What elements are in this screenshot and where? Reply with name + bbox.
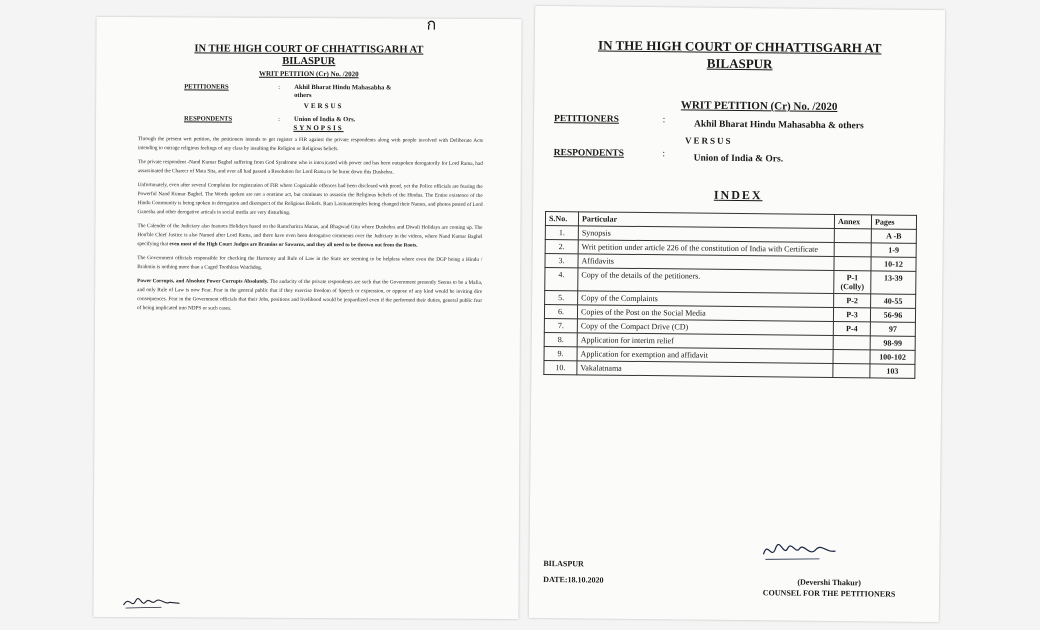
row-annex: P-1 (Colly) [834,271,871,294]
petitioners-label: PETITIONERS [184,83,229,91]
row-sno: 9. [544,346,577,360]
synopsis-paragraph-6b: The audacity of the private respondents are such that the Government presently Seems to be a Mafia, and only Rule of Law is now Fear. Fear in the general public that if they exercise freedom of Speech or expression, or oppose of any kind would be inviting dire consequences. Fear in the Government officials that their Jobs, positions and livelihood would be jeopardized even if the performed their duties, general public fear of being implicated into NDPS or such cases. [137,278,483,312]
writ-petition-number: WRIT PETITION (Cr) No. /2020 [680,99,838,114]
petitioners-name: Akhil Bharat Hindu Mahasabha & others [294,83,392,100]
synopsis-paragraph-1: Through the present writ petition, the petitioners intends to get register a FIR against the private respondents along with people involved with Deliberate Acts intending to outrage religious feelings of any class by insulting the Religion or Religious beliefs. [137,136,483,153]
petitioners-colon: : [278,83,281,91]
row-particular: Vakalatnama [577,361,833,378]
respondents-name: Union of India & Ors. [294,115,356,124]
respondents-name: Union of India & Ors. [693,153,784,165]
row-particular: Copy of the details of the petitioners. [578,268,834,294]
row-pages: A -B [871,229,916,243]
row-annex [834,243,871,257]
handwritten-mark: ก [426,14,437,34]
row-particular: Writ petition under article 226 of the constitution of India with Certificate [578,240,834,257]
row-annex [833,350,870,364]
row-pages: 10-12 [871,257,916,271]
row-particular: Affidavits [578,254,834,271]
court-title-line2: BILASPUR [282,55,336,68]
court-title-line1: IN THE HIGH COURT OF CHHATTISGARH AT [598,37,882,56]
index-page [529,6,945,622]
row-annex [834,229,871,243]
row-annex [833,336,870,350]
signature-image [121,593,181,611]
petitioners-row [554,114,944,136]
synopsis-heading: SYNOPSIS [293,123,344,133]
row-sno: 2. [545,239,578,253]
synopsis-paragraph-2: The private respondent -Nand Kumar Baghel suffering from God Syndrome who is intoxicated with power and has been outspoken derogatorily for Lord Rama, had assassinated the Charecr of Mata Sita, and over all had passed a Resolution for Lord Rama to be burnt down this Dushehra. [137,159,483,176]
versus-label: VERSUS [684,135,733,146]
petitioners-row [184,83,521,101]
synopsis-paragraph-4 [137,222,482,251]
row-annex [833,364,870,378]
respondents-colon: : [662,149,666,160]
row-particular: Copies of the Post on the Social Media [577,305,833,322]
index-heading: INDEX [713,187,763,203]
row-sno: 5. [545,290,578,304]
signatory-name: (Devershi Thakur) [797,577,862,588]
court-title [96,43,521,69]
synopsis-paragraph-6 [137,277,482,315]
row-pages: 98-99 [870,336,915,350]
petitioners-colon: : [662,115,666,126]
header-particular: Particular [578,212,834,229]
row-sno: 10. [544,360,577,374]
row-sno: 8. [544,332,577,346]
respondents-row [554,148,944,170]
respondents-colon: : [278,115,280,123]
counsel-block [729,576,929,600]
row-sno: 1. [545,225,578,239]
row-particular: Copy of the Compact Drive (CD) [577,319,833,336]
place-date-block [543,556,604,589]
synopsis-paragraph-3: Unfortunately, even after several Complains for registration of FIR where Cognizable offences had been disclosed with proof, yet the Police officials are fearing the Powerful Nand Kumar Baghel. The Words spoken are not a onetime act, but continues to assassin the Religious beliefs of the Hindus. The Entire existence of the Hindu Community is being spoken in derogation and disrespect of the Religious Beliefs. Ram Laxmantemples being changed their Names, and photos posted of Lord Ganesha and other derogative articals in social media are very disturbing. [137,182,483,216]
row-pages: 97 [870,322,915,336]
header-annex: Annex [834,215,871,229]
respondents-label: RESPONDENTS [553,148,624,159]
court-title [535,36,945,74]
row-particular: Application for exemption and affidavit [577,347,833,364]
writ-petition-number: WRIT PETITION (Cr) No. /2020 [258,69,359,79]
row-pages: 103 [870,364,915,378]
row-annex [834,257,871,271]
versus-label: VERSUS [303,101,344,111]
court-title-line1: IN THE HIGH COURT OF CHHATTISGARH AT [194,43,424,56]
header-sno: S.No. [545,211,578,225]
synopsis-page [93,14,521,619]
row-pages: 100-102 [870,350,915,364]
row-annex: P-4 [833,322,870,336]
row-sno: 7. [544,318,577,332]
row-sno: 4. [545,267,578,290]
row-particular: Application for interim relief [577,333,833,350]
row-annex: P-3 [833,308,870,322]
row-particular: Copy of the Complaints [578,291,834,308]
synopsis-body [95,135,521,315]
respondents-label: RESPONDENTS [184,115,233,123]
date: DATE:18.10.2020 [543,574,604,585]
header-pages: Pages [871,215,916,229]
synopsis-paragraph-5: The Government officials responsible for checking the Harmony and Rule of Law in the State are seeming to be helpless where even the DGP being a Hindu / Brahmin is nothing more than a Caged Toothless Watchdog. [137,255,483,271]
row-annex: P-2 [834,294,871,308]
row-sno: 3. [545,253,578,267]
petitioners-label: PETITIONERS [553,114,620,125]
place: BILASPUR [543,558,584,569]
synopsis-paragraph-4a: The Calender of the Judiciary also features Holidays based on the Ramcharitra Manas, and Bhagwad Gita where Dushehra and Diwali Holidays are coming up. The Hon'ble Chief Justice is also Named after Lord Rama, and there have even been derogative comments over the Judiciary in the videos, where Nand Kumar Baghel specifying that [137,223,483,248]
court-title-line2: BILASPUR [706,55,773,72]
table-row [544,360,915,378]
row-pages: 40-55 [871,294,916,308]
petitioners-name: Akhil Bharat Hindu Mahasabha & others [693,119,864,132]
row-particular: Synopsis [578,226,834,243]
signature-image [759,538,839,565]
row-pages: 1-9 [871,243,916,257]
synopsis-paragraph-6a: Power Corrupts, and Absolute Power Corrupts Absolutely. [137,278,269,285]
index-table [543,211,917,379]
synopsis-paragraph-4b: even most of the High Court Judges are Bramins or Sawarns, and they all need to be thrown out from the Roots. [169,241,418,249]
row-pages: 56-96 [870,308,915,322]
row-pages: 13-39 [871,271,916,294]
row-sno: 6. [544,304,577,318]
counsel-label: COUNSEL FOR THE PETITIONERS [762,588,896,599]
